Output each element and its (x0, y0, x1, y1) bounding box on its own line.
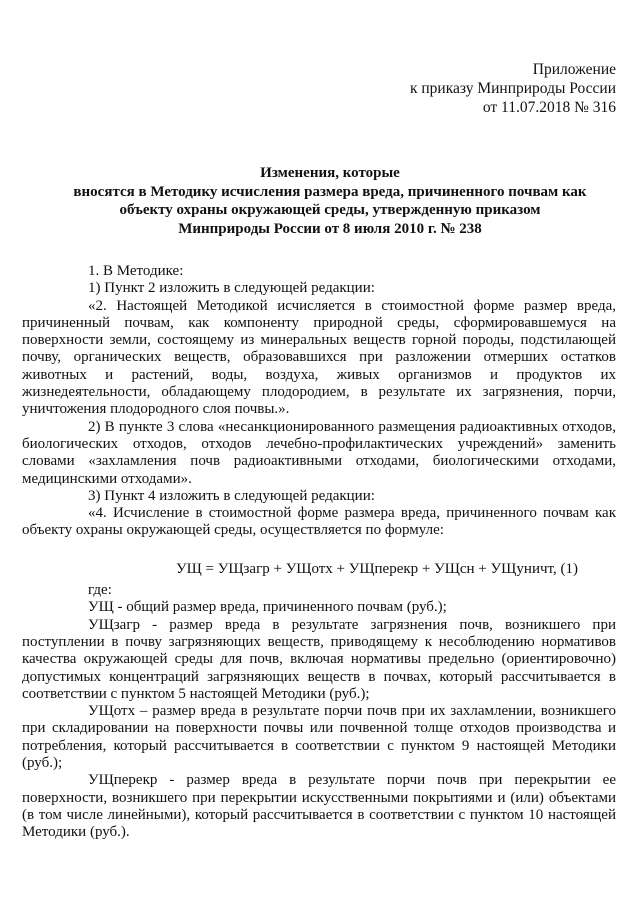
order-reference: к приказу Минприроды России (409, 80, 616, 97)
item-1-3: 3) Пункт 4 изложить в следующей редакции: (88, 487, 375, 504)
document-body (22, 263, 616, 842)
order-date-number: от 11.07.2018 № 316 (482, 99, 616, 116)
definition-waste: УЩотх – размер вреда в результате порчи почв при их захламлении, возникшего при складировании на поверхности почвы или почвенной толще отходов производства и потребления, который рассчитывается в соответствии с пунктом 9 настоящей Методики (руб.); (22, 703, 616, 772)
paragraph-point-2: «2. Настоящей Методикой исчисляется в стоимостной форме размер вреда, причиненный почвам, как компоненту природной среды, сформировавшемуся на поверхности земли, состоящему из минеральных веществ горной породы, подстилающей почву, органических веществ, образовавшихся при разложении отмерших остатков животных и растений, воды, воздуха, живых организмов и продуктов их жизнедеятельности, обладающему плодородием, в результате их загрязнения, порчи, уничтожения плодородного слоя почвы.». (22, 297, 616, 418)
title-line-2: вносятся в Методику исчисления размера вреда, причиненного почвам как (73, 183, 587, 200)
title-line-3: объекту охраны окружающей среды, утвержденную приказом (119, 202, 541, 218)
where-label: где: (88, 582, 112, 599)
document-title (40, 164, 620, 238)
item-1-1: 1) Пункт 2 изложить в следующей редакции: (88, 280, 375, 297)
title-line-1: Изменения, которые (260, 165, 400, 181)
damage-formula: УЩ = УЩзагр + УЩотх + УЩперекр + УЩсн + УЩуничт, (1) (176, 560, 578, 577)
title-line-4: Минприроды России от 8 июля 2010 г. № 238 (178, 220, 482, 237)
item-1-2: 2) В пункте 3 слова «несанкционированного размещения радиоактивных отходов, биологических отходов, отходов лечебно-профилактических учреждений» заменить словами «захламления почв радиоактивными отходами, биологическими отходами, медицинскими отходами». (22, 418, 616, 487)
appendix-header (410, 60, 616, 117)
definition-total: УЩ - общий размер вреда, причиненного почвам (руб.); (88, 599, 447, 616)
item-1: 1. В Методике: (88, 263, 184, 279)
definition-covering: УЩперекр - размер вреда в результате порчи почв при перекрытии ее поверхности, возникшего при перекрытии искусственными покрытиями и (или) объектами (в том числе линейными), который рассчитывается в соответствии с пунктом 10 настоящей Методики (руб.). (22, 772, 616, 841)
paragraph-point-4: «4. Исчисление в стоимостной форме размера вреда, причиненного почвам как объекту охраны окружающей среды, осуществляется по формуле: (22, 505, 616, 539)
appendix-label: Приложение (532, 61, 616, 78)
definition-contamination: УЩзагр - размер вреда в результате загрязнения почв, возникшего при поступлении в почву загрязняющих веществ, приводящему к несоблюдению нормативов качества окружающей среды для почв, включая нормативы предельно (ориентировочно) допустимых концентраций загрязняющих веществ в почвах, который рассчитывается в соответствии с пунктом 5 настоящей Методики (руб.); (22, 616, 616, 702)
